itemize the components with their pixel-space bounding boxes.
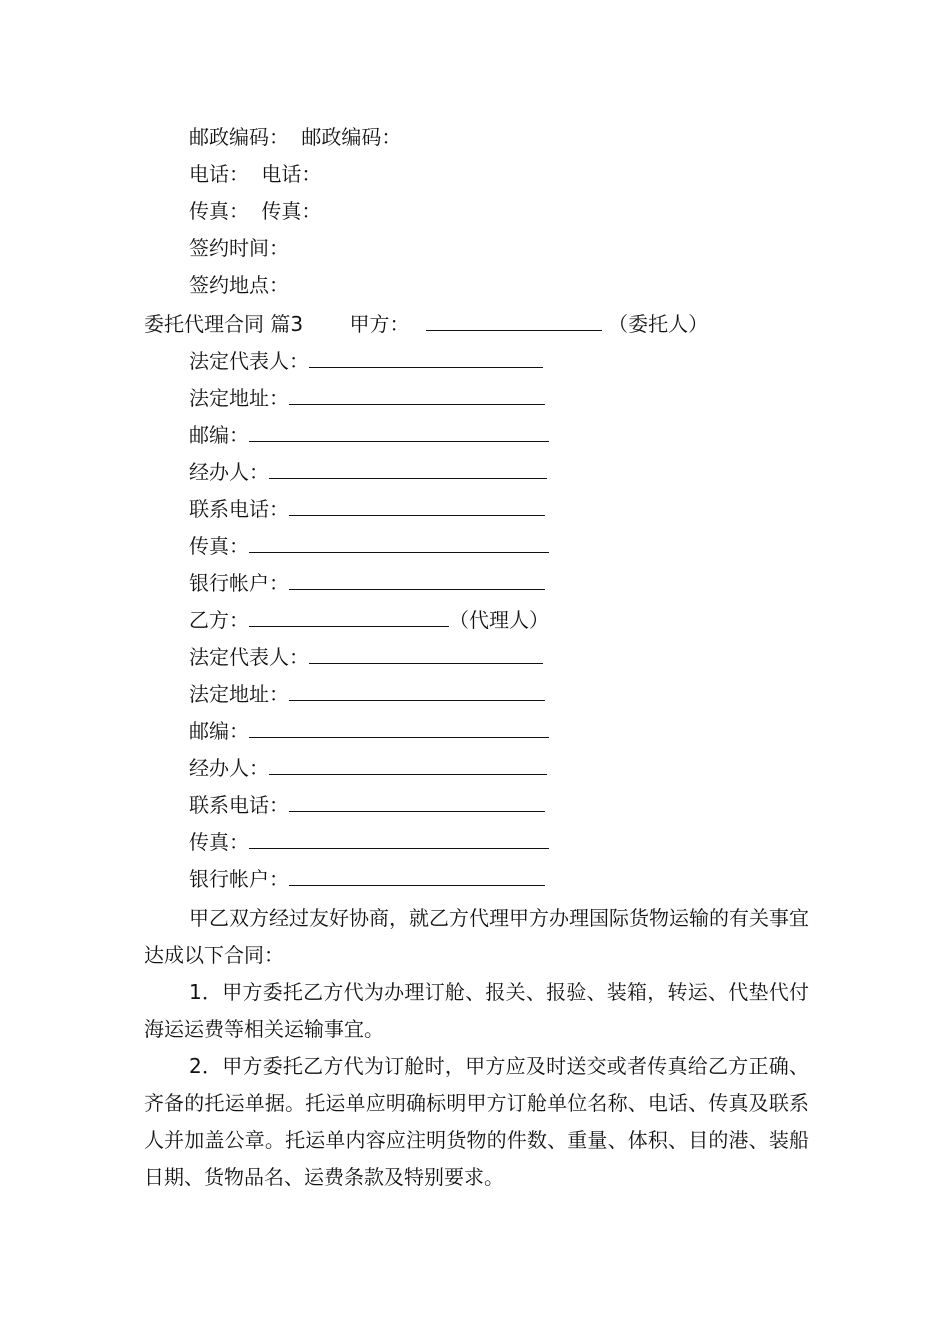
field-blank[interactable]: [289, 791, 545, 812]
section-title: 委托代理合同 篇3: [144, 312, 304, 336]
section-title-row: [144, 310, 708, 336]
fax-label-a: 传真：: [189, 199, 249, 223]
party-b-field: 银行帐户：: [189, 865, 545, 891]
intro-paragraph: 甲乙双方经过友好协商，就乙方代理甲方办理国际货物运输的有关事宜达成以下合同：: [144, 906, 809, 967]
party-a-label: 甲方：: [349, 312, 410, 336]
field-blank[interactable]: [309, 347, 543, 368]
party-b-field: 联系电话：: [189, 791, 545, 817]
party-a-blank[interactable]: [426, 310, 602, 331]
party-a-field: 邮编：: [189, 421, 549, 447]
phone-label-a: 电话：: [189, 162, 249, 186]
field-blank[interactable]: [269, 458, 547, 479]
sign-place: 签约地点：: [189, 273, 289, 297]
field-blank[interactable]: [289, 569, 545, 590]
field-blank[interactable]: [269, 754, 547, 775]
party-a-role: （委托人）: [608, 312, 709, 336]
field-blank[interactable]: [249, 717, 549, 738]
field-blank[interactable]: [289, 680, 545, 701]
party-a-field: 传真：: [189, 532, 549, 558]
fax-label-b: 传真：: [261, 199, 322, 223]
party-b-label: 乙方：: [189, 608, 249, 632]
party-b-role: （代理人）: [449, 608, 549, 632]
field-blank[interactable]: [249, 421, 549, 442]
party-b-field: 经办人：: [189, 754, 547, 780]
party-a-field: 银行帐户：: [189, 569, 545, 595]
field-blank[interactable]: [289, 495, 545, 516]
clause-1: 1．甲方委托乙方代为办理订舱、报关、报验、装箱，转运、代垫代付海运运费等相关运输事宜。: [144, 980, 809, 1041]
party-b-field: 邮编：: [189, 717, 549, 743]
postal-code-row: [189, 125, 401, 149]
party-a-field: 联系电话：: [189, 495, 545, 521]
field-blank[interactable]: [249, 828, 549, 849]
phone-label-b: 电话：: [261, 162, 322, 186]
party-a-field: 法定代表人：: [189, 347, 543, 373]
party-a-field: 法定地址：: [189, 384, 545, 410]
party-b-field: 传真：: [189, 828, 549, 854]
party-a-field: 经办人：: [189, 458, 547, 484]
phone-row: [189, 162, 321, 186]
field-blank[interactable]: [289, 865, 545, 886]
party-b-field: 法定代表人：: [189, 643, 543, 669]
party-b-blank[interactable]: [249, 606, 449, 627]
party-b-field: 法定地址：: [189, 680, 545, 706]
postal-code-label-a: 邮政编码：: [189, 125, 289, 149]
field-blank[interactable]: [249, 532, 549, 553]
postal-code-label-b: 邮政编码：: [301, 125, 402, 149]
clause-2: 2．甲方委托乙方代为订舱时，甲方应及时送交或者传真给乙方正确、齐备的托运单据。托运单应明确标明甲方订舱单位名称、电话、传真及联系人并加盖公章。托运单内容应注明货物的件数、重量、体积、目的港、装船日期、货物品名、运费条款及特别要求。: [144, 1054, 809, 1189]
field-blank[interactable]: [309, 643, 543, 664]
party-b-row: [189, 606, 549, 632]
field-blank[interactable]: [289, 384, 545, 405]
sign-time: 签约时间：: [189, 236, 289, 260]
fax-row: [189, 199, 321, 223]
